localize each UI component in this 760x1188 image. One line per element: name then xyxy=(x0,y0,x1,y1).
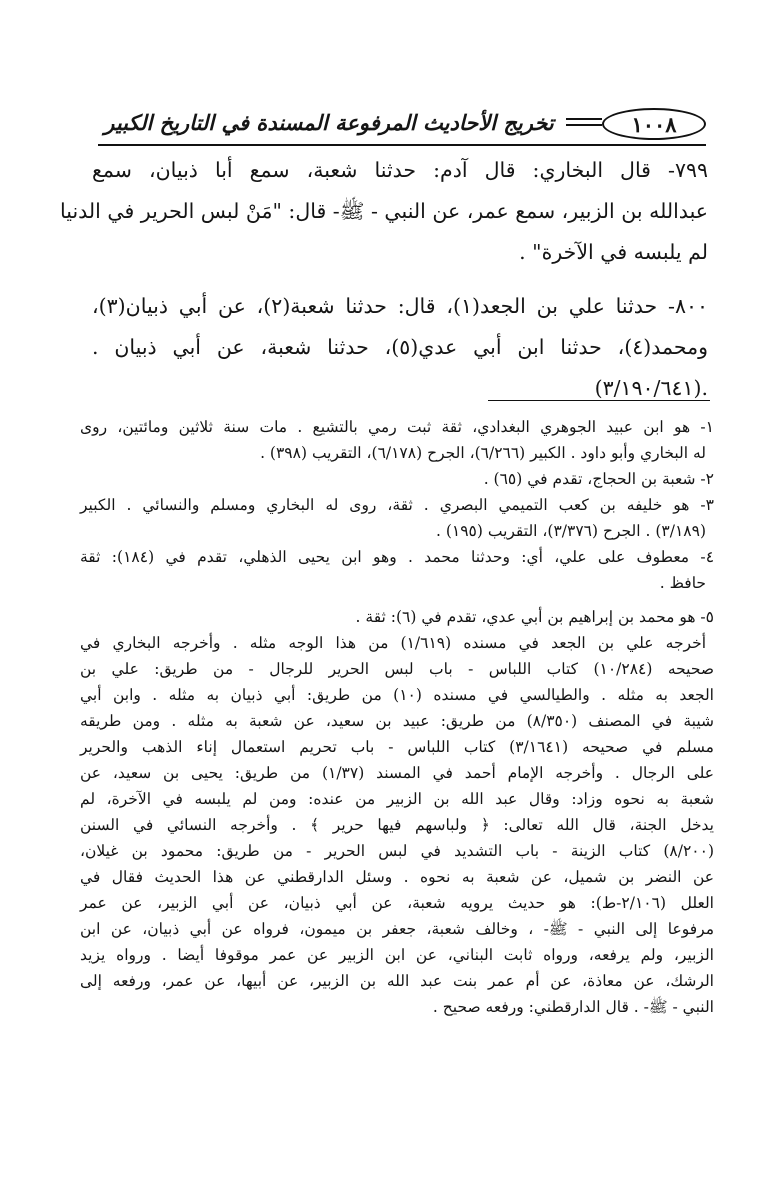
footnote-5: ٥- هو محمد بن إبراهيم بن أبي عدي، تقدم في (٦): ثقة . xyxy=(355,608,714,626)
takhrij-line: العلل (٢/١٠٦-ط): هو حديث يرويه شعبة، عن أبي ذبيان، عن أبي الزبير، عن عمر xyxy=(80,894,714,912)
takhrij-line: الزبير، ولم يرفعه، ورواه ثابت البناني، عن ابن الزبير عن عمر موقوفا أيضا . ورواه يزيد xyxy=(80,946,714,964)
takhrij-line: صحيحه (١٠/٢٨٤) كتاب اللباس - باب لبس الحرير للرجال - من طريق: علي بن xyxy=(80,660,715,678)
page-header xyxy=(98,104,706,146)
footnote-3-line: (٣/١٨٩) . الجرح (٣/٣٧٦)، التقريب (١٩٥) . xyxy=(435,522,706,540)
takhrij-line: مسلم في صحيحه (٣/١٦٤١) كتاب اللباس - باب تحريم استعمال إناء الذهب والحرير xyxy=(80,738,714,756)
takhrij-line: أخرجه علي بن الجعد في مسنده (١/٦١٩) من هذا الوجه مثله . وأخرجه البخاري في xyxy=(80,634,706,652)
footnote-1-line: ١- هو ابن عبيد الجوهري البغدادي، ثقة ثبت رمي بالتشيع . مات سنة ثلاثين ومائتين، روى xyxy=(80,418,714,436)
footnote-3-line: ٣- هو خليفه بن كعب التميمي البصري . ثقة، روى له البخاري ومسلم والنسائي . الكبير xyxy=(80,496,714,514)
hadith-799-line: عبدالله بن الزبير، سمع عمر، عن النبي - ﷺ- قال: "مَنْ لبس الحرير في الدنيا xyxy=(60,199,708,223)
hadith-799-line: ٧٩٩- قال البخاري: قال آدم: حدثنا شعبة، سمع أبا ذبيان، سمع xyxy=(92,158,708,182)
spacer xyxy=(80,596,714,604)
footnote-4-line: ٤- معطوف على علي، أي: وحدثنا محمد . وهو ابن يحيى الذهلي، تقدم في (١٨٤): ثقة xyxy=(80,548,715,566)
takhrij-line: مرفوعا إلى النبي - ﷺ- ، وخالف شعبة، جعفر بن ميمون، فرواه عن أبي ذبيان، عن ابن xyxy=(80,920,714,938)
header-rule xyxy=(98,144,706,146)
takhrij-line: عن النضر بن شميل، عن شعبة به نحوه . وسئل الدارقطني عن هذا الحديث فقال في xyxy=(80,868,714,886)
takhrij-line: النبي - ﷺ- . قال الدارقطني: ورفعه صحيح . xyxy=(432,998,714,1016)
takhrij-line: شيبة في المصنف (٨/٣٥٠) من طريق: عبيد بن سعيد، عن شعبة به مثله . ومن طريقه xyxy=(80,712,714,730)
footnote-separator xyxy=(488,400,710,401)
footnotes xyxy=(80,414,714,1020)
page-number: ١٠٠٨ xyxy=(602,108,706,140)
hadith-799-line: لم يلبسه في الآخرة" . xyxy=(519,240,708,264)
header-double-rule xyxy=(566,118,602,126)
footnote-1-line: له البخاري وأبو داود . الكبير (٦/٢٦٦)، الجرح (٦/١٧٨)، التقريب (٣٩٨) . xyxy=(260,444,706,462)
footnote-2: ٢- شعبة بن الحجاج، تقدم في (٦٥) . xyxy=(483,470,714,488)
hadith-800-line: ٨٠٠- حدثنا علي بن الجعد(١)، قال: حدثنا شعبة(٢)، عن أبي ذبيان(٣)، xyxy=(92,294,708,318)
hadith-800-reference: .(٣/١٩٠/٦٤١) xyxy=(594,376,708,400)
footnote-4-line: حافظ . xyxy=(659,574,706,592)
takhrij-line: (٨/٢٠٠) كتاب الزينة - باب التشديد في لبس الحرير - من طريق: محمود بن غيلان، xyxy=(80,842,714,860)
main-text xyxy=(60,150,709,409)
takhrij-line: شعبة به نحوه وزاد: وقال عبد الله بن الزبير من عنده: ومن لم يلبسه في الآخرة، لم xyxy=(80,790,714,808)
takhrij-line: الرشك، عن معاذة، عن أم عمر بنت عبد الله بن الزبير، عن أبيها، عن عمر، ورفعه إلى xyxy=(80,972,714,990)
takhrij-line: على الرجال . وأخرجه الإمام أحمد في المسند (١/٣٧) من طريق: يحيى بن سعيد، عن xyxy=(80,764,714,782)
takhrij-line: الجعد به مثله . والطيالسي في مسنده (١٠) من طريق: أبي ذبيان به مثله . وابن أبي xyxy=(80,686,714,704)
takhrij-quran-line: يدخل الجنة، قال الله تعالى: ﴿ ولباسهم فيها حرير ﴾ . وأخرجه النسائي في السنن xyxy=(80,816,714,834)
running-title: تخريج الأحاديث المرفوعة المسندة في التاريخ الكبير xyxy=(104,110,554,135)
hadith-800-line: ومحمد(٤)، حدثنا ابن أبي عدي(٥)، حدثنا شعبة، عن أبي ذبيان . xyxy=(92,335,709,359)
